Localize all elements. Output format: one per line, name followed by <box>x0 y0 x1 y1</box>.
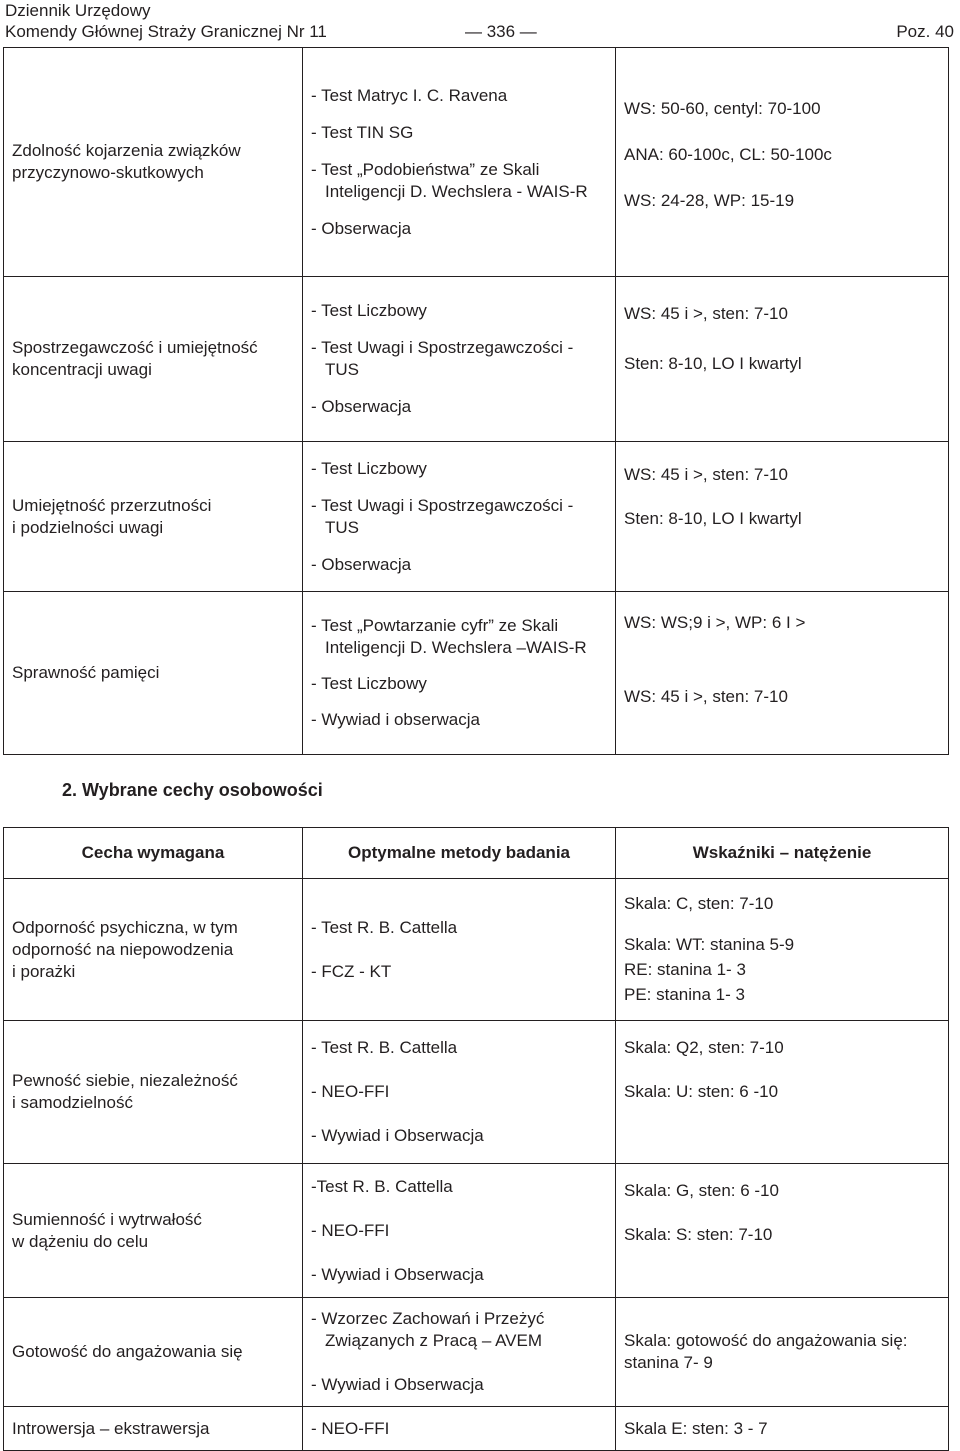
feature-cell <box>4 1164 303 1298</box>
feature-cell <box>4 442 303 592</box>
indicator-item: Skala: S: sten: 7-10 <box>624 1225 773 1244</box>
table-row <box>4 592 949 755</box>
methods-cell <box>303 1164 616 1298</box>
method-item: - NEO-FFI <box>311 1082 390 1101</box>
indicator-item: WS: 45 i >, sten: 7-10 <box>624 687 788 706</box>
feature-cell <box>4 1298 303 1407</box>
feature-text: koncentracji uwagi <box>12 360 152 379</box>
journal-title: Dziennik Urzędowy <box>5 1 151 20</box>
indicator-item: Sten: 8-10, LO I kwartyl <box>624 509 802 528</box>
feature-cell <box>4 879 303 1021</box>
method-item: - Obserwacja <box>311 218 412 238</box>
indicator-item: WS: 24-28, WP: 15-19 <box>624 191 795 210</box>
indicator-item: PE: stanina 1- 3 <box>624 985 745 1004</box>
methods-cell <box>303 1298 616 1407</box>
indicator-item: Skala: Q2, sten: 7-10 <box>624 1038 784 1057</box>
feature-cell <box>4 1407 303 1451</box>
feature-cell <box>4 277 303 442</box>
method-item: - Wywiad i Obserwacja <box>311 1375 484 1394</box>
feature-text: Zdolność kojarzenia związków <box>12 141 241 160</box>
methods-cell <box>303 1021 616 1164</box>
feature-text: odporność na niepowodzenia <box>12 939 234 959</box>
indicator-item: Skala: G, sten: 6 -10 <box>624 1181 779 1200</box>
feature-cell <box>4 48 303 277</box>
indicators-cell <box>616 1164 949 1298</box>
section-heading: 2. Wybrane cechy osobowości <box>62 780 323 800</box>
indicator-item: stanina 7- 9 <box>624 1353 713 1372</box>
table-row <box>4 442 949 592</box>
page-number: — 336 — <box>465 22 537 41</box>
indicators-cell <box>616 48 949 277</box>
feature-text: i samodzielność <box>12 1093 133 1112</box>
table-row <box>4 1021 949 1164</box>
indicator-item: ANA: 60-100c, CL: 50-100c <box>624 145 832 164</box>
feature-text: Sprawność pamięci <box>12 663 160 682</box>
indicator-item: RE: stanina 1- 3 <box>624 960 746 979</box>
feature-cell <box>4 592 303 755</box>
method-item: - FCZ - KT <box>311 961 392 981</box>
column-header: Wskaźniki – natężenie <box>616 828 949 879</box>
table-row <box>4 277 949 442</box>
method-item: - Test Matryc I. C. Ravena <box>311 85 508 105</box>
method-item: - Test „Powtarzanie cyfr” ze Skali Inteligencji D. Wechslera –WAIS-R <box>311 616 587 657</box>
feature-text: Introwersja – ekstrawersja <box>12 1418 210 1438</box>
feature-text: w dążeniu do celu <box>12 1231 149 1251</box>
indicator-item: WS: 50-60, centyl: 70-100 <box>624 99 821 118</box>
feature-text: Pewność siebie, niezależność <box>12 1071 238 1090</box>
methods-cell <box>303 1407 616 1451</box>
indicator-item: Skala: gotowość do angażowania się: <box>624 1331 908 1350</box>
table-row <box>4 1164 949 1298</box>
method-item: - Test R. B. Cattella <box>311 1038 458 1057</box>
feature-text: Umiejętność przerzutności <box>12 495 212 515</box>
column-header: Cecha wymagana <box>4 828 303 879</box>
indicator-item: Skala E: sten: 3 - 7 <box>624 1418 768 1438</box>
table-row <box>4 1407 949 1451</box>
indicator-item: Skala: WT: stanina 5-9 <box>624 935 795 954</box>
table-header-row <box>4 828 949 879</box>
indicators-cell <box>616 1298 949 1407</box>
feature-text: Gotowość do angażowania się <box>12 1342 243 1361</box>
method-item: - Wywiad i Obserwacja <box>311 1264 484 1284</box>
indicators-cell <box>616 277 949 442</box>
feature-text: przyczynowo-skutkowych <box>12 163 204 182</box>
indicator-item: Skala: U: sten: 6 -10 <box>624 1082 779 1101</box>
methods-cell <box>303 879 616 1021</box>
method-item: -Test R. B. Cattella <box>311 1176 453 1196</box>
method-item: - Test TIN SG <box>311 122 414 142</box>
method-item: - Wywiad i obserwacja <box>311 710 480 729</box>
methods-cell <box>303 277 616 442</box>
indicators-cell <box>616 1407 949 1451</box>
method-item: - Test „Podobieństwa” ze Skali Inteligencji D. Wechslera - WAIS-R <box>311 159 588 201</box>
method-item: - Test R. B. Cattella <box>311 917 458 937</box>
page-header <box>5 0 327 42</box>
method-item: - Test Uwagi i Spostrzegawczości - TUS <box>311 495 574 537</box>
feature-text: Odporność psychiczna, w tym <box>12 917 238 937</box>
indicators-cell <box>616 1021 949 1164</box>
table-row <box>4 879 949 1021</box>
feature-text: i porażki <box>12 961 76 981</box>
indicator-item: WS: WS;9 i >, WP: 6 I > <box>624 613 806 632</box>
column-header: Optymalne metody badania <box>303 828 616 879</box>
personality-table <box>3 827 949 1451</box>
method-item: - Obserwacja <box>311 554 412 574</box>
indicator-item: WS: 45 i >, sten: 7-10 <box>624 465 788 484</box>
indicators-cell <box>616 442 949 592</box>
feature-text: Spostrzegawczość i umiejętność <box>12 338 258 357</box>
method-item: - Wzorzec Zachowań i Przeżyć Związanych z Pracą – AVEM <box>311 1309 545 1350</box>
indicators-cell <box>616 592 949 755</box>
method-item: - Wywiad i Obserwacja <box>311 1126 484 1145</box>
indicator-item: WS: 45 i >, sten: 7-10 <box>624 304 788 323</box>
method-item: - Test Liczbowy <box>311 458 427 478</box>
method-item: - NEO-FFI <box>311 1418 390 1438</box>
indicator-item: Skala: C, sten: 7-10 <box>624 894 774 913</box>
methods-cell <box>303 442 616 592</box>
issuer-title: Komendy Głównej Straży Granicznej Nr 11 <box>5 22 327 41</box>
feature-cell <box>4 1021 303 1164</box>
methods-cell <box>303 592 616 755</box>
indicators-cell <box>616 879 949 1021</box>
feature-text: Sumienność i wytrwałość <box>12 1209 202 1229</box>
method-item: - NEO-FFI <box>311 1220 390 1240</box>
abilities-table <box>3 47 949 755</box>
feature-text: i podzielności uwagi <box>12 517 164 537</box>
table-row <box>4 1298 949 1407</box>
method-item: - Obserwacja <box>311 397 412 416</box>
methods-cell <box>303 48 616 277</box>
method-item: - Test Liczbowy <box>311 301 427 320</box>
method-item: - Test Uwagi i Spostrzegawczości - TUS <box>311 338 574 379</box>
method-item: - Test Liczbowy <box>311 674 427 693</box>
indicator-item: Sten: 8-10, LO I kwartyl <box>624 354 802 373</box>
table-row <box>4 48 949 277</box>
position-number: Poz. 40 <box>896 22 954 41</box>
